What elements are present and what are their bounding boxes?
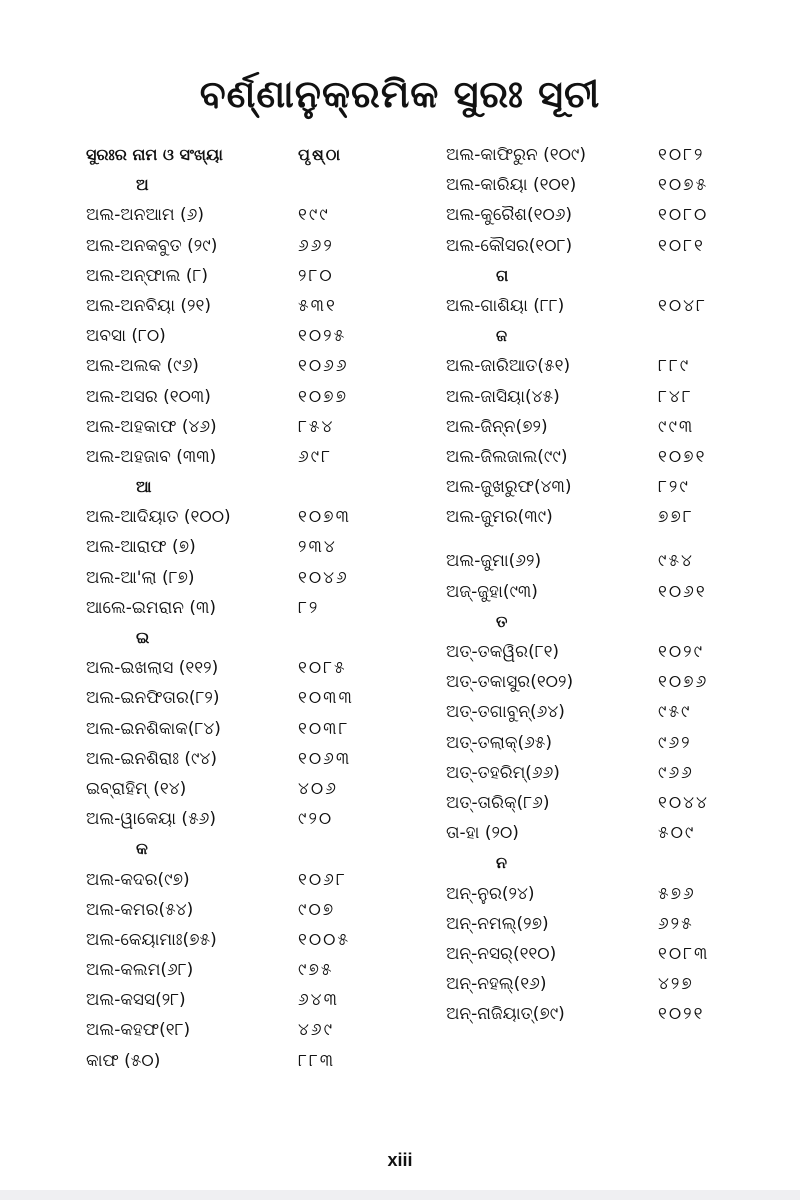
page-ref: ୧୦୮୩ — [658, 943, 710, 964]
index-entry — [446, 577, 786, 607]
surah-name: ଅଲ-କଲମ(୬୮) — [86, 960, 194, 981]
surah-name: ଅନ୍-ନୁର(୨୪) — [446, 883, 535, 904]
surah-name: ଅଲ-ଜିନ୍ନ(୭୨) — [446, 416, 548, 437]
index-entry — [86, 804, 426, 834]
index-entry — [86, 985, 426, 1015]
page-ref: ୧୦୪୮ — [658, 295, 707, 316]
index-entry — [446, 909, 786, 939]
page-ref: ୧୦୩୮ — [298, 718, 350, 739]
index-entry — [446, 231, 786, 261]
index-entry — [446, 502, 786, 532]
surah-name: ଅଲ-ଗାଶିୟା (୮୮) — [446, 295, 565, 316]
surah-name: ଅତ୍-ତକୱିର(୮୧) — [446, 642, 560, 662]
page-ref: ୧୦୭୩ — [298, 507, 351, 528]
page-ref: ୧୦୮୦ — [658, 205, 709, 226]
page-ref: ୬୪୩ — [298, 990, 339, 1011]
page-ref: ୧୦୬୬ — [298, 356, 349, 377]
index-entry — [446, 382, 786, 412]
surah-name: ଅଲ-କମର(୫୪) — [86, 899, 194, 920]
page-ref: ୧୦୭୧ — [658, 446, 707, 467]
surah-name: ଅଲ-ଇନଶିରାଃ (୯୪) — [86, 748, 217, 769]
index-entry — [446, 351, 786, 381]
index-entry — [86, 865, 426, 895]
surah-name: ଅଲ-ଅନ୍‌ଫାଲ (୮) — [86, 265, 208, 286]
surah-name: ଅଲ-କଦର(୯୭) — [86, 869, 190, 890]
page-title: ବର୍ଣ୍ଣାନୁକ୍ରମିକ ସୁରଃ ସୂଚୀ — [199, 72, 601, 116]
section-letter-row — [86, 623, 426, 653]
index-entry — [86, 895, 426, 925]
page-ref: ୧୦୪୬ — [298, 567, 349, 588]
section-letter-row — [446, 321, 786, 351]
index-entry — [86, 593, 426, 623]
index-column-right — [446, 140, 786, 1029]
index-entry — [86, 683, 426, 713]
surah-name: ଅବସା (୮୦) — [86, 326, 166, 347]
section-letter: ନ — [496, 853, 508, 873]
page-ref: ୬୬୨ — [298, 235, 334, 256]
index-entry — [86, 442, 426, 472]
section-letter: ଗ — [496, 265, 509, 285]
page-ref: ୯୫୯ — [658, 702, 692, 723]
index-entry — [86, 382, 426, 412]
index-entry — [446, 939, 786, 969]
surah-name: କାଫ (୫୦) — [86, 1050, 161, 1071]
page-ref: ୮୫୪ — [298, 416, 335, 437]
index-entry — [86, 955, 426, 985]
surah-name: ଅଲ-ଜାସିୟା(୪୫) — [446, 386, 560, 407]
index-entry — [446, 546, 786, 576]
index-entry — [86, 200, 426, 230]
surah-name: ଇବ୍ରାହିମ୍ (୧୪) — [86, 778, 187, 799]
surah-name: ଅଲ-ଅଲକ (୯୬) — [86, 356, 199, 377]
page-ref: ୧୦୮୧ — [658, 235, 705, 256]
page-ref: ୫୩୧ — [298, 295, 337, 316]
index-entry — [86, 714, 426, 744]
surah-name: ଅନ୍-ନହଲ୍(୧୬) — [446, 974, 547, 995]
page-ref: ୨୩୪ — [298, 537, 337, 558]
section-letter-row — [446, 607, 786, 637]
page-ref: ୧୦୨୧ — [658, 1004, 705, 1025]
index-entry — [86, 351, 426, 381]
index-column-left — [86, 140, 426, 1076]
page-ref: ୯୨୦ — [298, 809, 334, 830]
surah-name: ଅଲ-ଅସର (୧୦୩) — [86, 386, 211, 407]
header-page-label: ପୃଷ୍ଠା — [298, 145, 343, 164]
page-ref: ୮୮୯ — [658, 356, 691, 377]
surah-name: ଅଲ-ଆରାଫ (୭) — [86, 537, 196, 558]
section-letter-row — [86, 834, 426, 864]
surah-name: ଅତ୍-ତହରିମ୍(୬୬) — [446, 762, 560, 783]
page-ref: ୧୦୨୯ — [658, 642, 705, 662]
index-entry — [86, 231, 426, 261]
page-ref: ୯୭୫ — [298, 960, 334, 981]
surah-name: ଅଲ-ଆ'ଲା (୮୭) — [86, 567, 195, 588]
surah-name: ଅତ୍-ତକାସୁର(୧୦୨) — [446, 672, 574, 693]
surah-name: ଅନ୍-ନସର୍(୧୧୦) — [446, 943, 557, 964]
page-ref: ୪୨୭ — [658, 974, 694, 995]
index-entry — [86, 291, 426, 321]
index-entry — [446, 200, 786, 230]
page-ref: ୫୭୬ — [658, 883, 696, 904]
page-ref: ୯୬୨ — [658, 732, 692, 753]
page-ref: ୬୯୮ — [298, 446, 332, 467]
surah-name: ଅଲ-ଜୁମର(୩୯) — [446, 507, 553, 528]
surah-name: ଅଲ-ଇନଫିତାର(୮୨) — [86, 688, 220, 709]
index-entry — [86, 1046, 426, 1076]
page-ref: ୧୦୬୧ — [658, 581, 707, 602]
section-letter: ଜ — [496, 326, 508, 346]
surah-name: ଅଲ-ୱାକେୟା (୫୬) — [86, 809, 216, 830]
page-ref: ୮୨୯ — [658, 477, 690, 498]
surah-name: ତା-ହା (୨୦) — [446, 823, 519, 844]
surah-name: ଅଲ-ଅହଜାବ (୩୩) — [86, 446, 217, 467]
index-entry — [86, 774, 426, 804]
index-entry — [86, 261, 426, 291]
index-entry — [446, 412, 786, 442]
spacer — [446, 532, 786, 546]
surah-name: ଅଲ-ଅହକାଫ (୪୬) — [86, 416, 217, 437]
surah-name: ଅଲ-ଆଦିୟାତ (୧୦୦) — [86, 507, 231, 528]
page-ref: ୫୦୯ — [658, 823, 696, 844]
surah-name: ଅନ୍-ନାଜିୟାତ୍(୭୯) — [446, 1004, 565, 1025]
page-ref: ୧୦୦୫ — [298, 929, 351, 950]
page-ref: ୧୦୭୬ — [658, 672, 709, 693]
page-ref: ୯୫୪ — [658, 551, 694, 572]
index-entry — [86, 744, 426, 774]
surah-name: ଅଲ-କସସ(୨୮) — [86, 990, 186, 1011]
section-letter: ଆ — [136, 477, 152, 497]
page-ref: ୧୦୬୩ — [298, 748, 352, 769]
index-entry — [446, 788, 786, 818]
page-ref: ୮୨ — [298, 597, 320, 618]
section-letter: ଇ — [136, 628, 150, 647]
column-header — [86, 140, 426, 170]
index-entry — [446, 667, 786, 697]
index-entry — [446, 818, 786, 848]
surah-name: ଅଲ-ଅନକବୁତ (୨୯) — [86, 235, 218, 256]
page-ref: ୧୦୪୪ — [658, 792, 709, 813]
surah-name: ଅଲ-କାଫିରୁନ (୧୦୯) — [446, 145, 586, 165]
section-letter: କ — [136, 839, 148, 859]
page-ref: ୧୦୮୨ — [658, 145, 705, 165]
section-letter: ଅ — [136, 175, 149, 195]
surah-name: ଅଜ୍-ଜୁହା(୯୩) — [446, 581, 538, 602]
surah-name: ଅଲ-ଜୁମା(୬୨) — [446, 551, 542, 572]
page-ref: ୧୯୯ — [298, 205, 330, 226]
surah-name: ଅତ୍-ତାରିକ୍(୮୬) — [446, 792, 550, 813]
index-entry — [86, 502, 426, 532]
page-ref: ୧୦୭୭ — [298, 386, 348, 407]
index-entry — [446, 728, 786, 758]
index-entry — [446, 140, 786, 170]
surah-name: ଅତ୍-ତଲାକ୍(୬୫) — [446, 732, 552, 753]
section-letter-row — [446, 848, 786, 878]
index-entry — [446, 442, 786, 472]
index-entry — [86, 321, 426, 351]
surah-name: ଆଲେ-ଇମରାନ (୩) — [86, 597, 217, 618]
surah-name: ଅଲ-ଜାରିଆତ(୫୧) — [446, 356, 571, 377]
index-entry — [446, 999, 786, 1029]
page-ref: ୮୪୮ — [658, 386, 693, 407]
index-entry — [446, 291, 786, 321]
index-entry — [86, 653, 426, 683]
page-ref: ୪୦୬ — [298, 778, 338, 799]
page-ref: ୧୦୨୫ — [298, 326, 347, 347]
right-rows — [446, 140, 786, 1029]
index-entry — [446, 637, 786, 667]
page-ref: ୧୦୬୮ — [298, 869, 347, 890]
surah-name: ଅତ୍-ତଗାବୁନ୍(୬୪) — [446, 702, 565, 723]
surah-name: ଅଲ-ଜିଲଜାଲ(୯୯) — [446, 446, 568, 467]
index-entry — [446, 879, 786, 909]
surah-name: ଅଲ-କୁରୈଶ(୧୦୬) — [446, 205, 573, 226]
surah-name: ଅଲ-ଇଖଲାସ (୧୧୨) — [86, 658, 219, 679]
page-ref: ୨୮୦ — [298, 265, 334, 286]
index-entry — [446, 472, 786, 502]
bottom-strip — [0, 1190, 800, 1200]
index-entry — [86, 412, 426, 442]
index-entry — [86, 563, 426, 593]
header-name-label: ସୁରଃର ନାମ ଓ ସଂଖ୍ୟା — [86, 145, 223, 164]
surah-name: ଅଲ-ଜୁଖରୁଫ(୪୩) — [446, 477, 572, 498]
page-ref: ୭୭୮ — [658, 507, 694, 528]
surah-name: ଅଲ-ଇନଶିକାକ(୮୪) — [86, 718, 221, 739]
index-entry — [446, 697, 786, 727]
index-entry — [446, 170, 786, 200]
page-number: xiii — [387, 1150, 413, 1170]
section-letter-row — [86, 472, 426, 502]
surah-name: ଅଲ-କେୟାମାଃ(୭୫) — [86, 929, 217, 950]
page-ref: ୬୨୫ — [658, 913, 694, 934]
section-letter: ତ — [496, 611, 508, 631]
page-ref: ୯୬୬ — [658, 762, 694, 783]
page-ref: ୧୦୭୫ — [658, 175, 709, 196]
index-entry — [446, 758, 786, 788]
surah-name: ଅଲ-କୌସର(୧୦୮) — [446, 235, 573, 256]
surah-name: ଅଲ-କହଫ(୧୮) — [86, 1020, 191, 1041]
section-letter-row — [86, 170, 426, 200]
page-ref: ୮୮୩ — [298, 1050, 336, 1071]
surah-name: ଅଲ-ଅନବିୟା (୨୧) — [86, 295, 211, 316]
left-rows — [86, 170, 426, 1076]
surah-name: ଅନ୍-ନମଲ୍(୨୭) — [446, 913, 549, 934]
index-entry — [86, 532, 426, 562]
section-letter-row — [446, 261, 786, 291]
index-entry — [446, 969, 786, 999]
index-entry — [86, 925, 426, 955]
page-ref: ୧୦୩୩ — [298, 688, 354, 709]
index-entry — [86, 1015, 426, 1045]
page-ref: ୧୦୮୫ — [298, 658, 347, 679]
surah-name: ଅଲ-ଅନଆମ (୬) — [86, 205, 204, 226]
surah-name: ଅଲ-କାରିୟା (୧୦୧) — [446, 175, 577, 196]
page-ref: ୯୦୭ — [298, 899, 336, 920]
page-ref: ୯୯୩ — [658, 416, 695, 437]
page-ref: ୪୬୯ — [298, 1020, 335, 1041]
